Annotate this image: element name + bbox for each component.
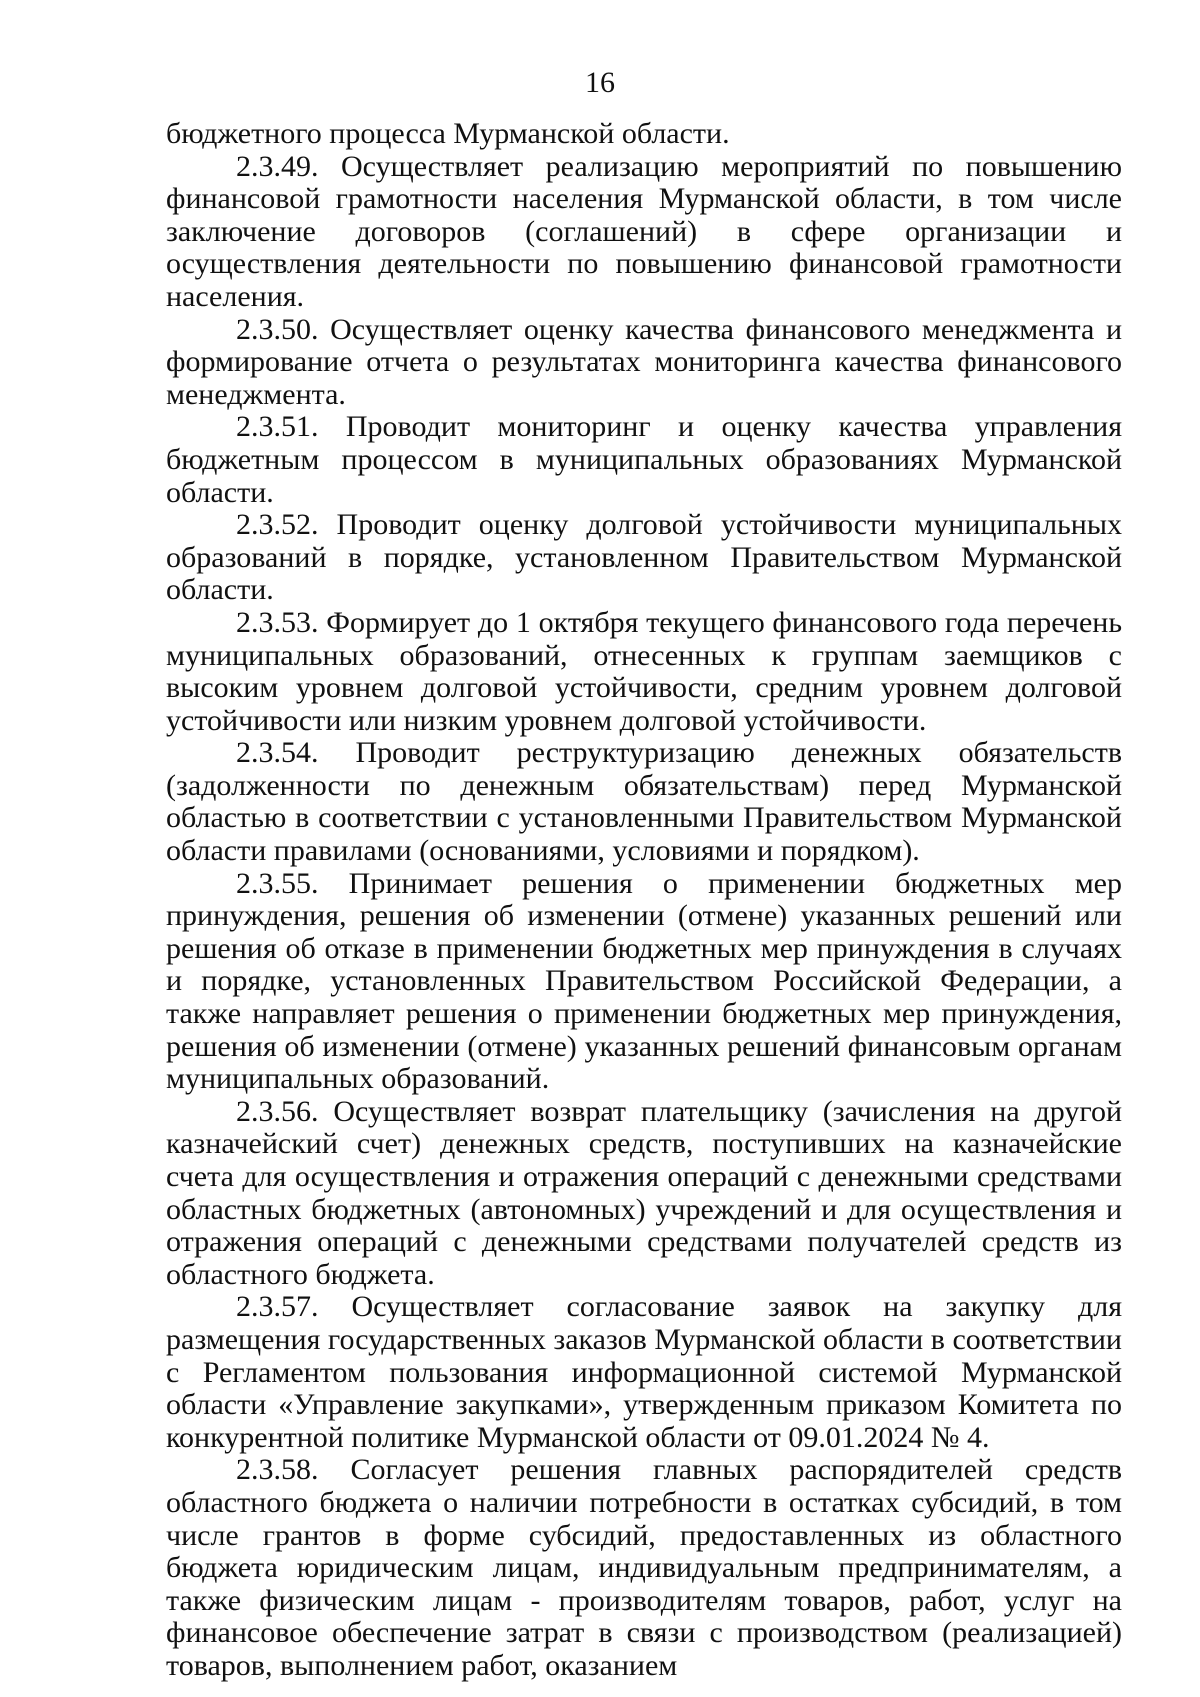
- clause-2-3-49: [166, 151, 1122, 314]
- clause-text: Принимает решения о применении бюджетных мер принуждения, решения об изменении (отмене) указанных решений или решения об отказе в применении бюджетных мер принуждения в случаях и порядке, установленных Правительством Российской Федерации, а также направляет решения о применении бюджетных мер принуждения, решения об изменении (отмене) указанных решений финансовым органам муниципальных образований.: [166, 866, 1123, 1096]
- page-number: 16: [585, 66, 615, 99]
- clause-2-3-56: [166, 1096, 1122, 1292]
- clause-text: Осуществляет возврат плательщику (зачисления на другой казначейский счет) денежных средств, поступивших на казначейские счета для осуществления и отражения операций с денежными средствами областных бюджетных (автономных) учреждений и для осуществления и отражения операций с денежными средствами получателей средств из областного бюджета.: [166, 1094, 1123, 1291]
- clause-number: 2.3.52.: [236, 508, 319, 542]
- clause-2-3-51: [166, 411, 1122, 509]
- clause-text: Осуществляет реализацию мероприятий по повышению финансовой грамотности населения Мурманской области, в том числе заключение договоров (соглашений) в сфере организации и осуществления деятельности по повышению финансовой грамотности населения.: [166, 149, 1122, 313]
- clause-number: 2.3.58.: [236, 1453, 319, 1487]
- clause-number: 2.3.50.: [236, 312, 319, 346]
- clause-text: Осуществляет оценку качества финансового менеджмента и формирование отчета о результатах мониторинга качества финансового менеджмента.: [166, 312, 1123, 411]
- clause-number: 2.3.54.: [236, 736, 319, 770]
- clause-text: Проводит реструктуризацию денежных обязательств (задолженности по денежным обязательствам) перед Мурманской областью в соответствии с установленными Правительством Мурманской области правилами (основаниями, условиями и порядком).: [166, 736, 1123, 868]
- clause-text: Согласует решения главных распорядителей средств областного бюджета о наличии потребности в остатках субсидий, в том числе грантов в форме субсидий, предоставленных из областного бюджета юридическим лицам, индивидуальным предпринимателям, а также физическим лицам - производителям товаров, работ, услуг на финансовое обеспечение затрат в связи с производством (реализацией) товаров, выполнением работ, оказанием: [166, 1453, 1122, 1682]
- clause-number: 2.3.53.: [236, 605, 319, 639]
- clause-text: Проводит оценку долговой устойчивости муниципальных образований в порядке, установленном Правительством Мурманской области.: [166, 508, 1123, 607]
- document-body: [166, 118, 1122, 1683]
- clause-2-3-55: [166, 868, 1122, 1096]
- lead-line: бюджетного процесса Мурманской области.: [166, 117, 730, 150]
- clause-2-3-58: [166, 1454, 1122, 1682]
- clause-number: 2.3.57.: [236, 1290, 319, 1324]
- clause-text: Проводит мониторинг и оценку качества управления бюджетным процессом в муниципальных образованиях Мурманской области.: [166, 410, 1122, 509]
- clause-2-3-50: [166, 314, 1122, 412]
- clause-2-3-52: [166, 509, 1122, 607]
- clause-text: Формирует до 1 октября текущего финансового года перечень муниципальных образований, отнесенных к группам заемщиков с высоким уровнем долговой устойчивости, средним уровнем долговой устойчивости или низким уровнем долговой устойчивости.: [166, 605, 1123, 737]
- clause-2-3-57: [166, 1291, 1122, 1454]
- clause-text: Осуществляет согласование заявок на закупку для размещения государственных заказов Мурманской области в соответствии с Регламентом пользования информационной системой Мурманской области «Управление закупками», утвержденным приказом Комитета по конкурентной политике Мурманской области от 09.01.2024 № 4.: [166, 1290, 1122, 1454]
- clause-number: 2.3.55.: [236, 866, 319, 900]
- clause-number: 2.3.51.: [236, 410, 319, 444]
- clause-2-3-53: [166, 607, 1122, 737]
- clause-number: 2.3.49.: [236, 149, 319, 183]
- clause-2-3-54: [166, 737, 1122, 867]
- clause-number: 2.3.56.: [236, 1094, 319, 1128]
